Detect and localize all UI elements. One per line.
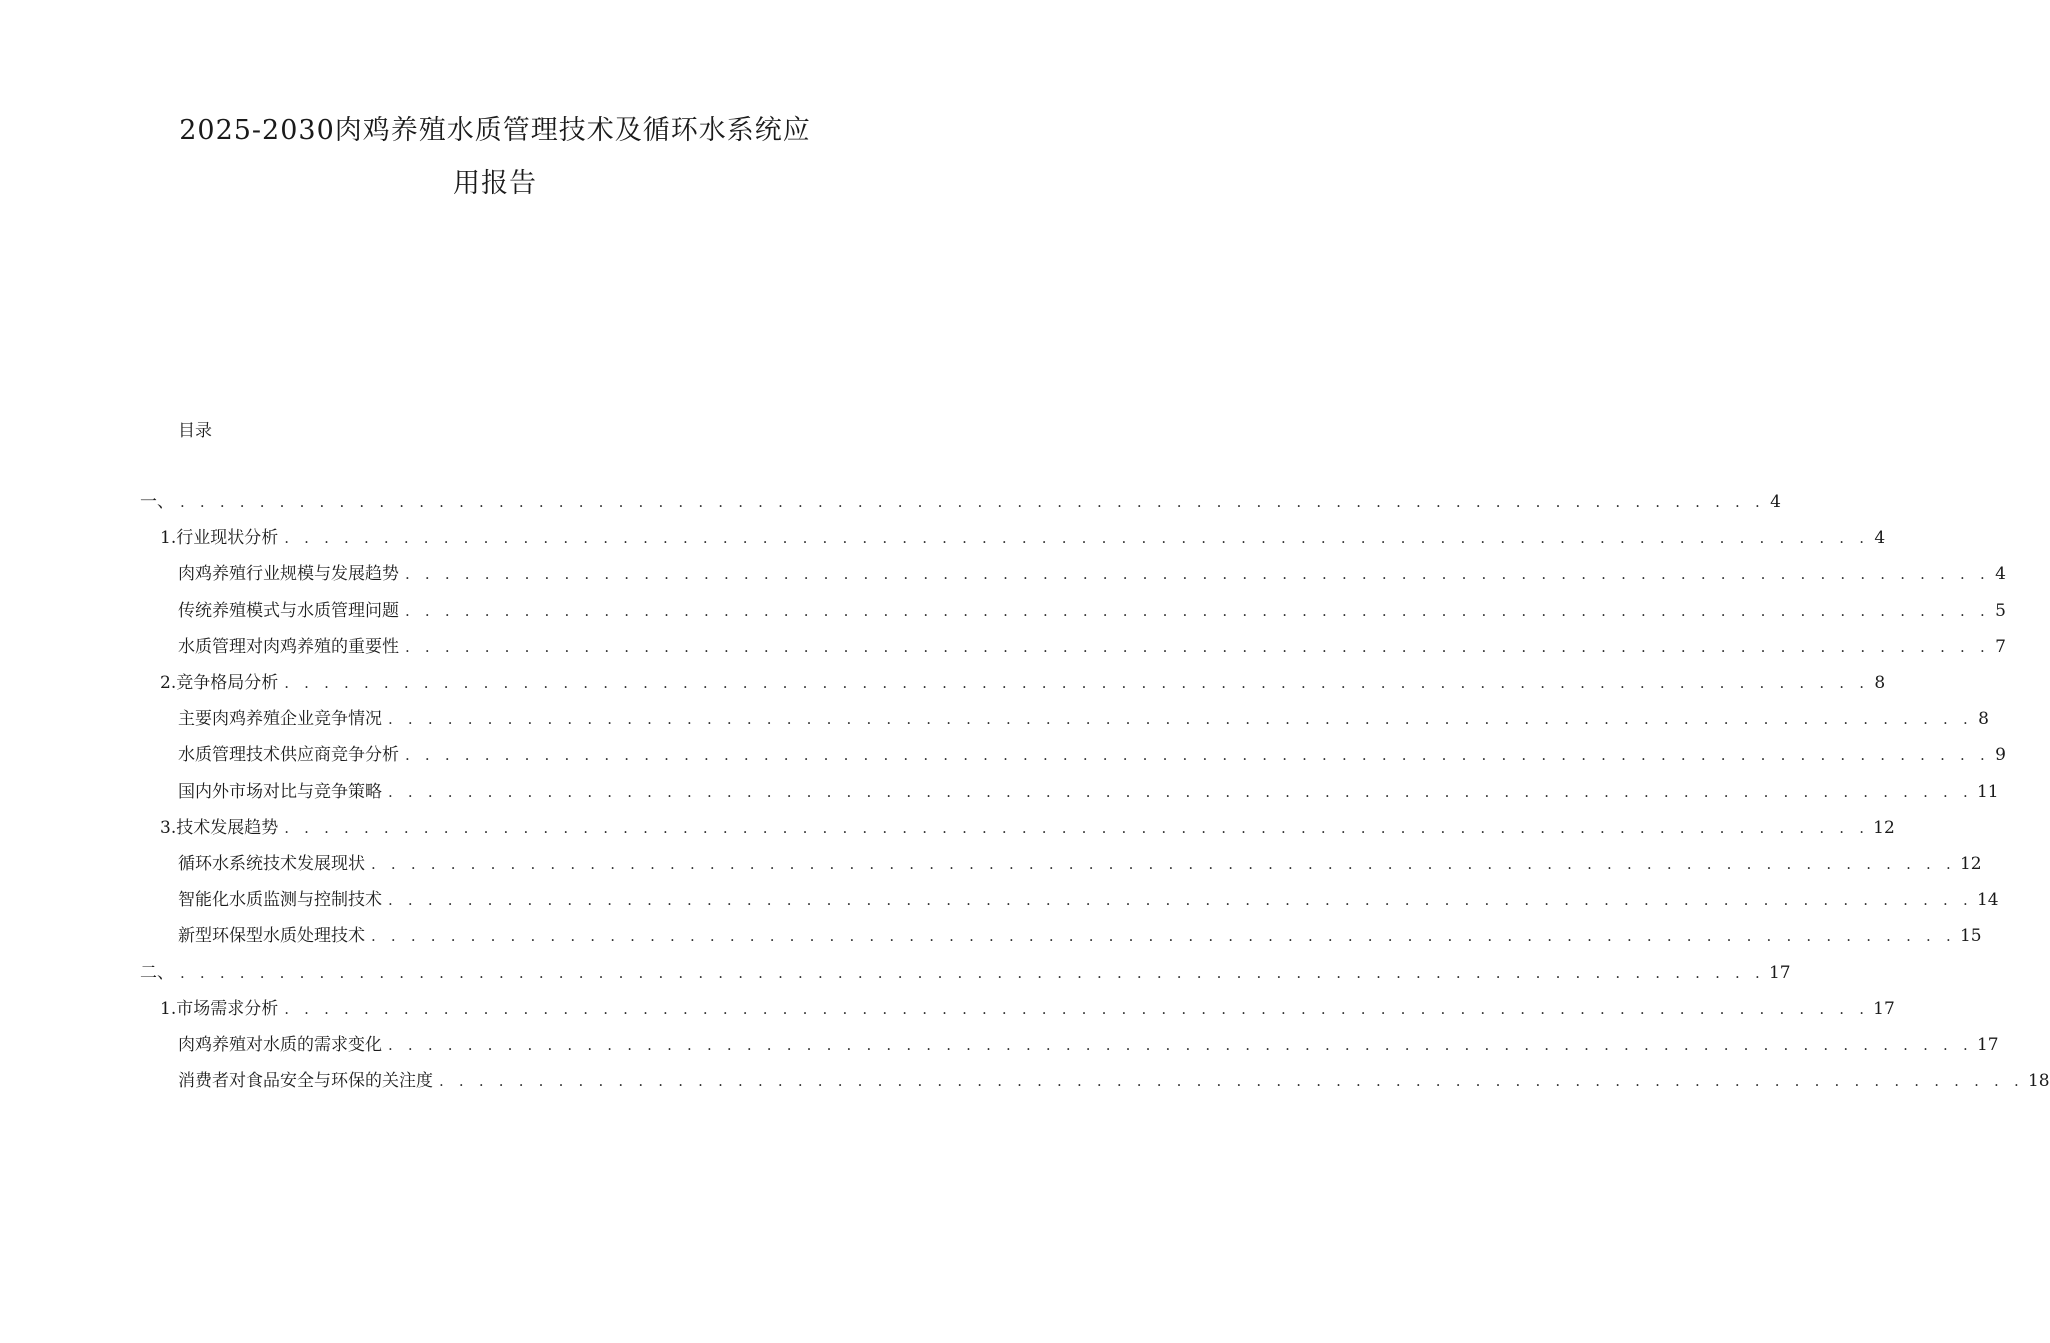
toc-entry[interactable] [178,707,1989,731]
toc-leader-dots: . . . . . . . . . . . . . . . . . . . . . . . . . . . . . . . . . . . . . . . . . . . . . . . . . . . . . . . . . . . . . . . . . . . . . . . . . . . . . . . . [388,891,1973,910]
toc-entry-label: 肉鸡养殖对水质的需求变化 [178,1035,382,1055]
toc-entry-label: 肉鸡养殖行业规模与发展趋势 [178,564,399,585]
toc-leader-dots: . . . . . . . . . . . . . . . . . . . . . . . . . . . . . . . . . . . . . . . . . . . . . . . . . . . . . . . . . . . . . . . . . . . . . . . . . . . . . . . . [371,855,1956,873]
toc-entry-page-number: 4 [1770,492,1781,512]
toc-entry[interactable] [178,780,1999,804]
document-title-line-1: 2025-2030肉鸡养殖水质管理技术及循环水系统应 [179,115,811,146]
toc-entry-page-number: 7 [1995,636,2006,657]
toc-entry-page-number: 8 [1978,709,1989,730]
toc-entry[interactable] [160,816,1895,840]
toc-entry-page-number: 4 [1995,564,2006,585]
toc-entry-page-number: 12 [1959,854,1982,874]
toc-entry[interactable] [178,1069,2050,1093]
toc-entry-label: 循环水系统技术发展现状 [178,854,365,874]
toc-leader-dots: . . . . . . . . . . . . . . . . . . . . . . . . . . . . . . . . . . . . . . . . . . . . . . . . . . . . . . . . . . . . . . . . . . . . . . . . . . . . . . . . [388,1036,1973,1054]
toc-entry-label: 消费者对食品安全与环保的关注度 [178,1071,433,1092]
toc-entry-label: 传统养殖模式与水质管理问题 [178,600,399,621]
toc-entry[interactable] [178,1033,1999,1057]
toc-entry[interactable] [178,924,1982,948]
toc-entry-number: 2. [160,673,177,693]
toc-entry-page-number: 5 [1995,600,2006,621]
toc-entry[interactable] [160,671,1886,695]
toc-entry[interactable] [178,599,2006,623]
toc-entry-page-number: 8 [1874,673,1886,693]
toc-entry-number: 1. [160,998,177,1019]
toc-entry-page-number: 18 [2027,1071,2050,1092]
toc-entry-page-number: 17 [1768,962,1791,983]
toc-entry[interactable] [178,562,2006,586]
toc-entry-page-number: 17 [1976,1035,1999,1055]
toc-entry-label: 主要肉鸡养殖企业竞争情况 [178,709,382,730]
toc-leader-dots: . . . . . . . . . . . . . . . . . . . . . . . . . . . . . . . . . . . . . . . . . . . . . . . . . . . . . . . . . . . . . . . . . . . . . . . . . . . . . . . . [284,999,1870,1018]
toc-heading: 目录 [178,421,212,441]
document-title-line-2: 用报告 [453,168,537,199]
toc-leader-dots: . . . . . . . . . . . . . . . . . . . . . . . . . . . . . . . . . . . . . . . . . . . . . . . . . . . . . . . . . . . . . . . . . . . . . . . . . . . . . . . . [388,782,1973,801]
toc-entry-label: 行业现状分析 [176,528,279,549]
toc-entry-label: 竞争格局分析 [176,673,279,693]
toc-leader-dots: . . . . . . . . . . . . . . . . . . . . . . . . . . . . . . . . . . . . . . . . . . . . . . . . . . . . . . . . . . . . . . . . . . . . . . . . . . . . . . . . [388,710,1973,729]
toc-leader-dots: . . . . . . . . . . . . . . . . . . . . . . . . . . . . . . . . . . . . . . . . . . . . . . . . . . . . . . . . . . . . . . . . . . . . . . . . . . . . . . . . [439,1072,2024,1091]
toc-leader-dots: . . . . . . . . . . . . . . . . . . . . . . . . . . . . . . . . . . . . . . . . . . . . . . . . . . . . . . . . . . . . . . . . . . . . . . . . . . . . . . . . [405,601,1990,620]
toc-leader-dots: . . . . . . . . . . . . . . . . . . . . . . . . . . . . . . . . . . . . . . . . . . . . . . . . . . . . . . . . . . . . . . . . . . . . . . . . . . . . . . . . [284,529,1870,548]
toc-entry[interactable] [140,490,1781,514]
toc-leader-dots: . . . . . . . . . . . . . . . . . . . . . . . . . . . . . . . . . . . . . . . . . . . . . . . . . . . . . . . . . . . . . . . . . . . . . . . . . . . . . . . . [371,927,1956,946]
toc-entry-label: 智能化水质监测与控制技术 [178,890,382,911]
toc-entry[interactable] [178,743,2006,767]
toc-entry-label: 国内外市场对比与竞争策略 [178,781,382,802]
toc-entry[interactable] [178,635,2006,659]
toc-entry[interactable] [178,888,1999,912]
toc-entry-number: 3. [160,817,177,838]
toc-leader-dots: . . . . . . . . . . . . . . . . . . . . . . . . . . . . . . . . . . . . . . . . . . . . . . . . . . . . . . . . . . . . . . . . . . . . . . . . . . . . . . . . [405,637,1990,656]
toc-entry[interactable] [178,852,1982,876]
toc-leader-dots: . . . . . . . . . . . . . . . . . . . . . . . . . . . . . . . . . . . . . . . . . . . . . . . . . . . . . . . . . . . . . . . . . . . . . . . . . . . . . . . . [284,674,1870,692]
toc-leader-dots: . . . . . . . . . . . . . . . . . . . . . . . . . . . . . . . . . . . . . . . . . . . . . . . . . . . . . . . . . . . . . . . . . . . . . . . . . . . . . . . . [405,746,1990,765]
toc-entry-label: 新型环保型水质处理技术 [178,926,365,947]
toc-leader-dots: . . . . . . . . . . . . . . . . . . . . . . . . . . . . . . . . . . . . . . . . . . . . . . . . . . . . . . . . . . . . . . . . . . . . . . . . . . . . . . . . [180,493,1765,511]
toc-entry-page-number: 17 [1873,998,1895,1019]
toc-entry-label: 市场需求分析 [176,998,279,1019]
toc-entry-page-number: 12 [1873,817,1895,838]
toc-entry[interactable] [160,526,1886,550]
toc-leader-dots: . . . . . . . . . . . . . . . . . . . . . . . . . . . . . . . . . . . . . . . . . . . . . . . . . . . . . . . . . . . . . . . . . . . . . . . . . . . . . . . . [180,963,1765,982]
toc-entry[interactable] [160,997,1895,1021]
toc-entry-label: 技术发展趋势 [176,817,279,838]
toc-entry[interactable] [140,961,1791,985]
toc-entry-label: 二、 [140,962,174,983]
toc-entry-page-number: 11 [1976,781,1999,802]
toc-entry-label: 一、 [140,492,174,512]
toc-entry-label: 水质管理对肉鸡养殖的重要性 [178,636,399,657]
toc-entry-page-number: 9 [1995,745,2006,766]
toc-entry-page-number: 15 [1959,926,1982,947]
toc-entry-page-number: 4 [1874,528,1886,549]
toc-leader-dots: . . . . . . . . . . . . . . . . . . . . . . . . . . . . . . . . . . . . . . . . . . . . . . . . . . . . . . . . . . . . . . . . . . . . . . . . . . . . . . . . [405,565,1990,584]
toc-entry-number: 1. [160,528,177,549]
toc-entry-label: 水质管理技术供应商竞争分析 [178,745,399,766]
toc-leader-dots: . . . . . . . . . . . . . . . . . . . . . . . . . . . . . . . . . . . . . . . . . . . . . . . . . . . . . . . . . . . . . . . . . . . . . . . . . . . . . . . . [284,818,1870,837]
toc-entry-page-number: 14 [1976,890,1999,911]
